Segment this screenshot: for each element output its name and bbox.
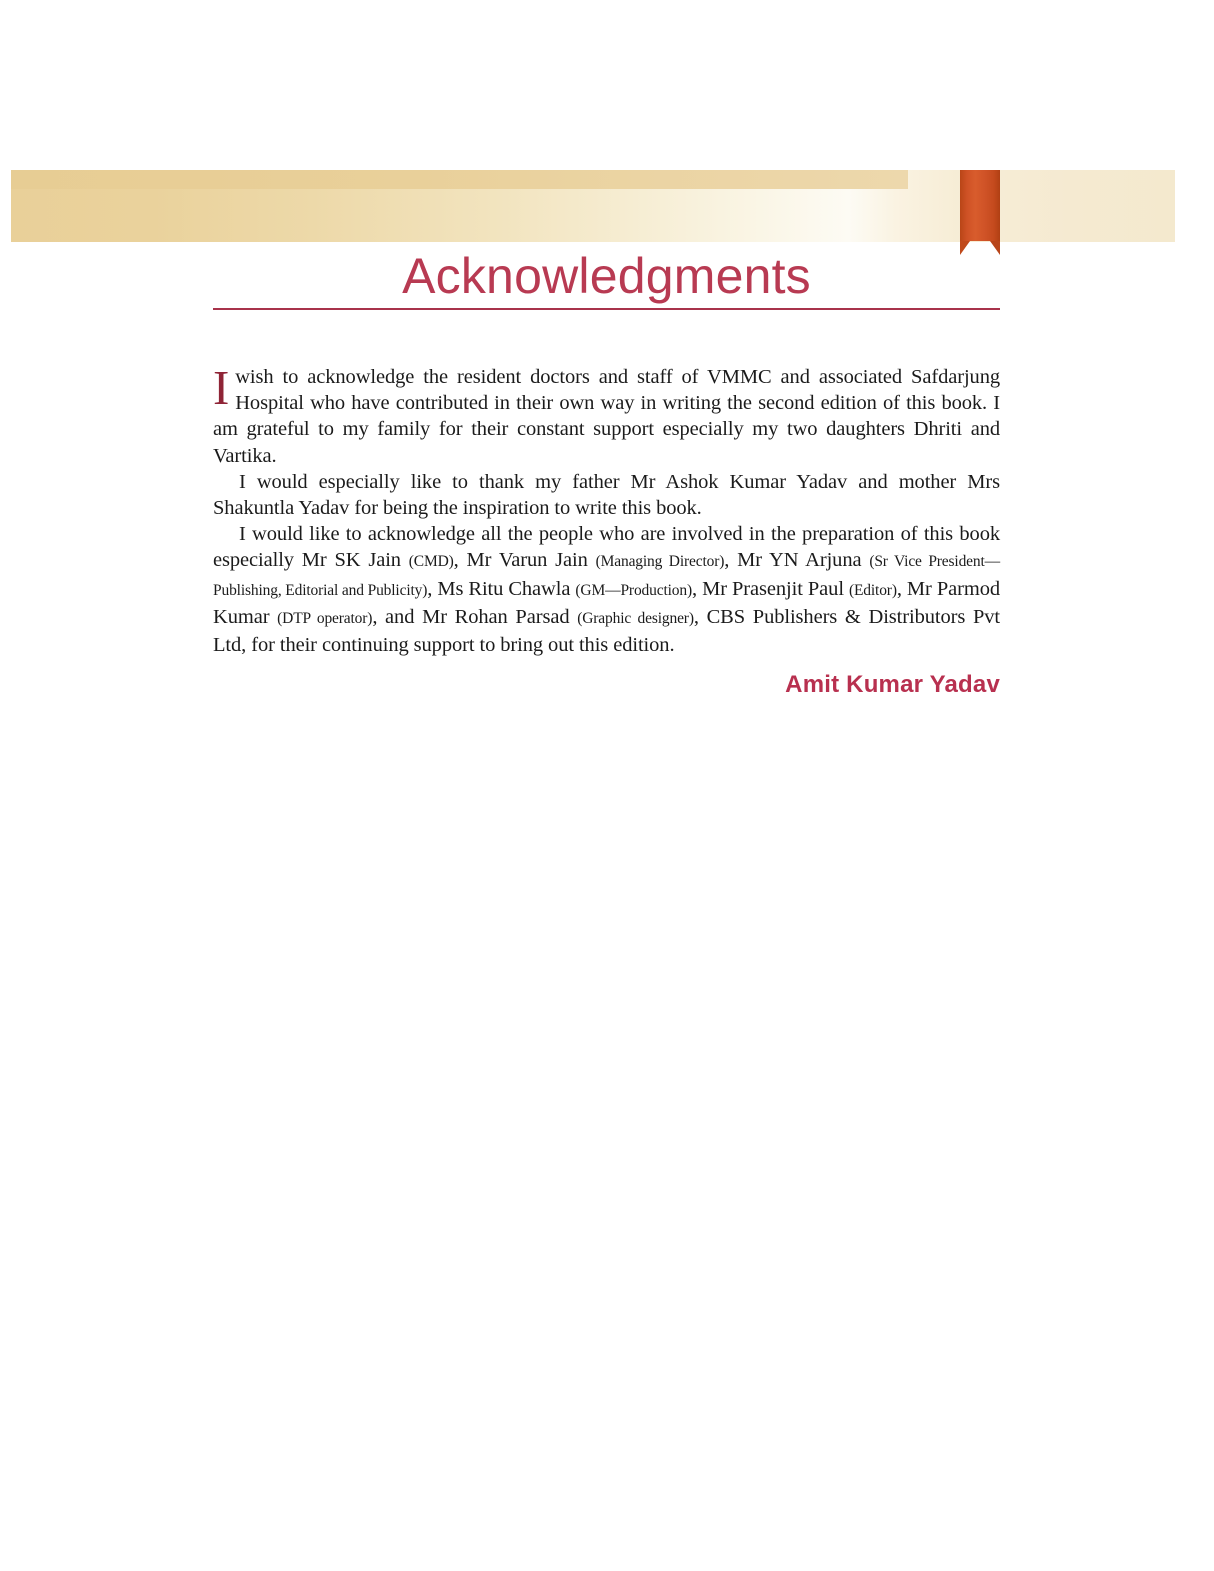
paragraph-1 — [213, 360, 1000, 469]
paragraph-1-text: wish to acknowledge the resident doctors and staff of VMMC and associated Safdarjung Hospital who have contributed in their own way in writing the second edition of this book. I am grateful to my family for their constant support especially my two daughters Dhriti and Vartika. — [213, 366, 1000, 467]
p3-segment-4: , Ms Ritu Chawla — [427, 577, 576, 600]
paragraph-2 — [213, 469, 1000, 521]
p3-segment-7: , and Mr Rohan Parsad — [372, 605, 578, 628]
p3-segment-6: , Mr Parmod Kumar — [213, 577, 1000, 628]
acknowledgments-body — [213, 360, 1001, 658]
banner-top-strip — [11, 170, 908, 189]
author-signature: Amit Kumar Yadav — [785, 671, 1000, 698]
banner-right-cap — [999, 170, 1175, 242]
header-banner — [11, 170, 1175, 242]
p3-role-cmd: (CMD) — [408, 553, 454, 571]
p3-role-gm-production: (GM—Production) — [575, 581, 692, 599]
page-title: Acknowledgments — [402, 248, 811, 304]
ribbon-bookmark-icon — [960, 170, 1000, 241]
p3-role-editor: (Editor) — [848, 581, 897, 599]
dropcap-letter: I — [213, 360, 230, 415]
p3-segment-5: , Mr Prasenjit Paul — [692, 577, 849, 600]
ribbon-body — [960, 170, 1000, 241]
paragraph-3 — [213, 521, 1000, 658]
p3-role-dtp-operator: (DTP operator) — [277, 609, 373, 627]
title-divider-rule — [213, 308, 1000, 310]
p3-segment-1: I would like to acknowledge all the people who are involved in the preparation of this book especially Mr SK Jain — [213, 523, 1000, 572]
p3-segment-3: , Mr YN Arjuna — [724, 549, 870, 572]
p3-role-managing-director: (Managing Director) — [595, 553, 725, 571]
p3-segment-2: , Mr Varun Jain — [453, 549, 596, 572]
p3-segment-8: , CBS Publishers & Distributors Pvt Ltd, for their continuing support to bring out this edition. — [213, 605, 1001, 657]
paragraph-2-text: I would especially like to thank my father Mr Ashok Kumar Yadav and mother Mrs Shakuntla Yadav for being the inspiration to write this book. — [213, 470, 1000, 520]
p3-role-sr-vice-president: (Sr Vice President—Publishing, Editorial and Publicity) — [213, 553, 1001, 599]
p3-role-graphic-designer: (Graphic designer) — [577, 609, 694, 627]
